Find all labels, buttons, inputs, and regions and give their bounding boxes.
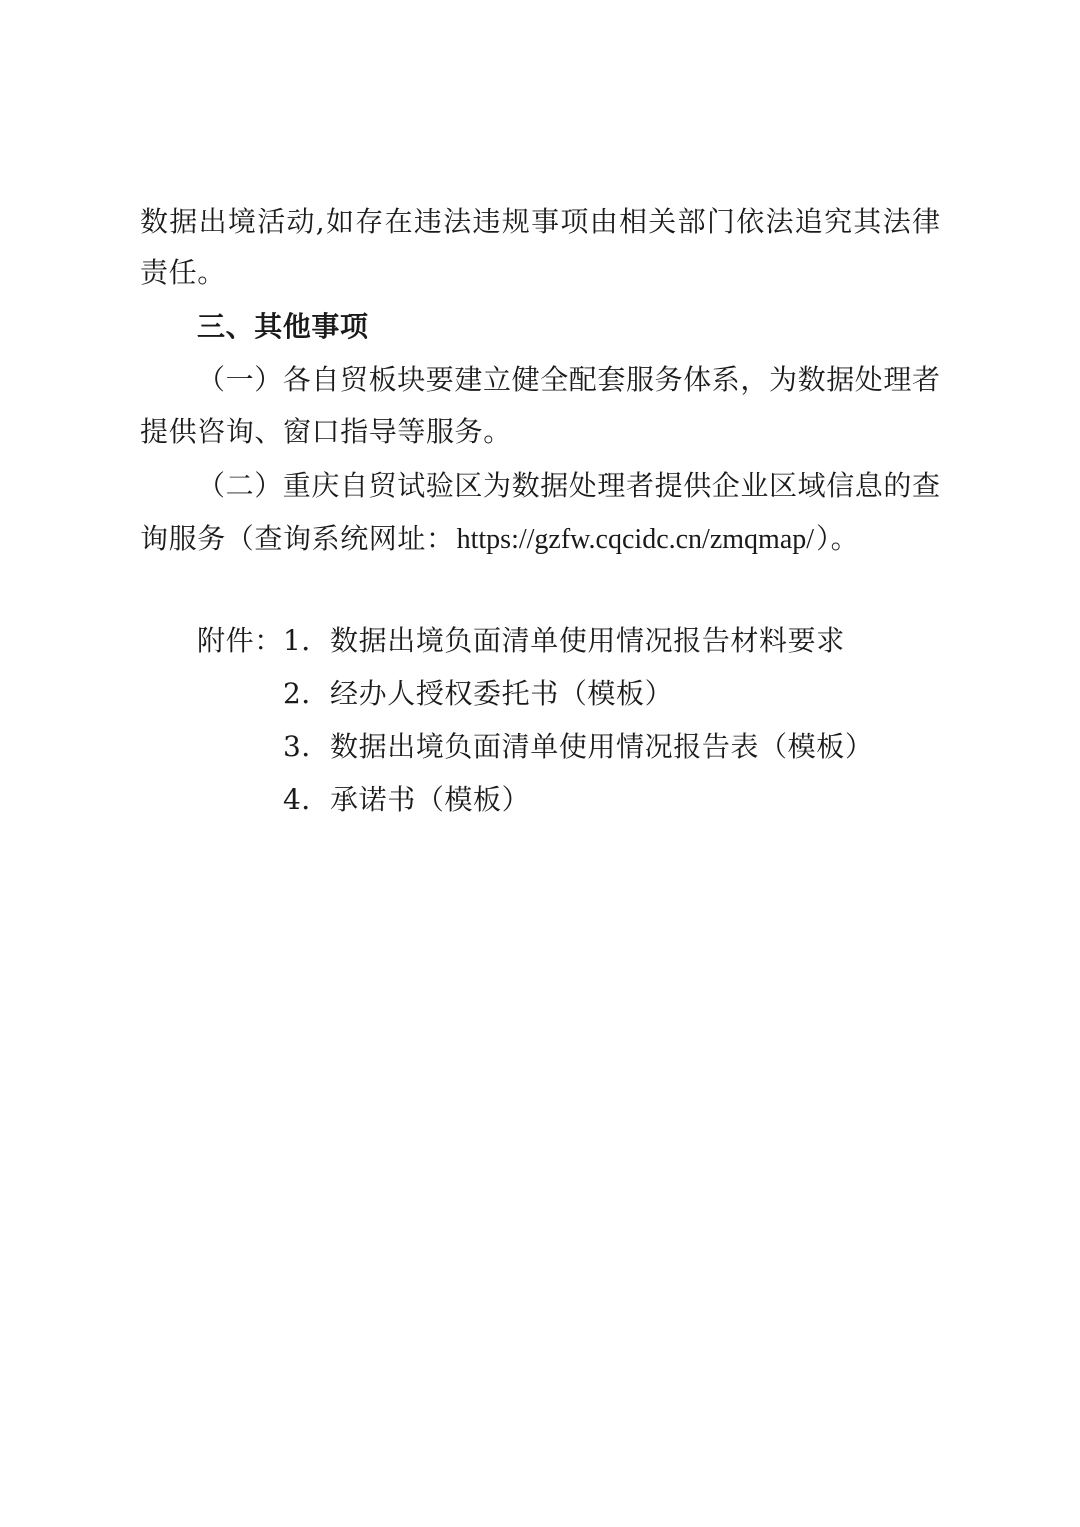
attachments-label: 附件： (197, 624, 283, 657)
attachment-item (283, 784, 530, 816)
paragraph-text: 询服务（查询系统网址： (140, 522, 455, 555)
attachment-item (283, 625, 845, 657)
section-heading: 三、其他事项 (197, 310, 369, 343)
attachment-item (283, 678, 673, 710)
attachment-number: 3． (283, 730, 331, 763)
paragraph-line: 责任。 (140, 256, 226, 289)
attachment-number: 1． (283, 624, 331, 657)
paragraph-line: （二）重庆自贸试验区为数据处理者提供企业区域信息的查 (197, 470, 940, 502)
query-system-url: https://gzfw.cqcidc.cn/zmqmap/ (456, 524, 815, 555)
paragraph-line: （一）各自贸板块要建立健全配套服务体系，为数据处理者 (197, 364, 940, 396)
paragraph-line (140, 523, 859, 555)
attachment-title: 经办人授权委托书（模板） (330, 677, 674, 710)
attachment-title: 承诺书（模板） (330, 783, 531, 816)
paragraph-line: 数据出境活动,如存在违法违规事项由相关部门依法追究其法律 (140, 206, 940, 238)
attachment-title: 数据出境负面清单使用情况报告材料要求 (330, 624, 845, 657)
attachment-number: 4． (283, 783, 331, 816)
attachment-title: 数据出境负面清单使用情况报告表（模板） (330, 730, 874, 763)
paragraph-line: 提供咨询、窗口指导等服务。 (140, 415, 512, 448)
attachment-item (283, 731, 873, 763)
attachment-number: 2． (283, 677, 331, 710)
paragraph-text: ）。 (816, 522, 860, 555)
